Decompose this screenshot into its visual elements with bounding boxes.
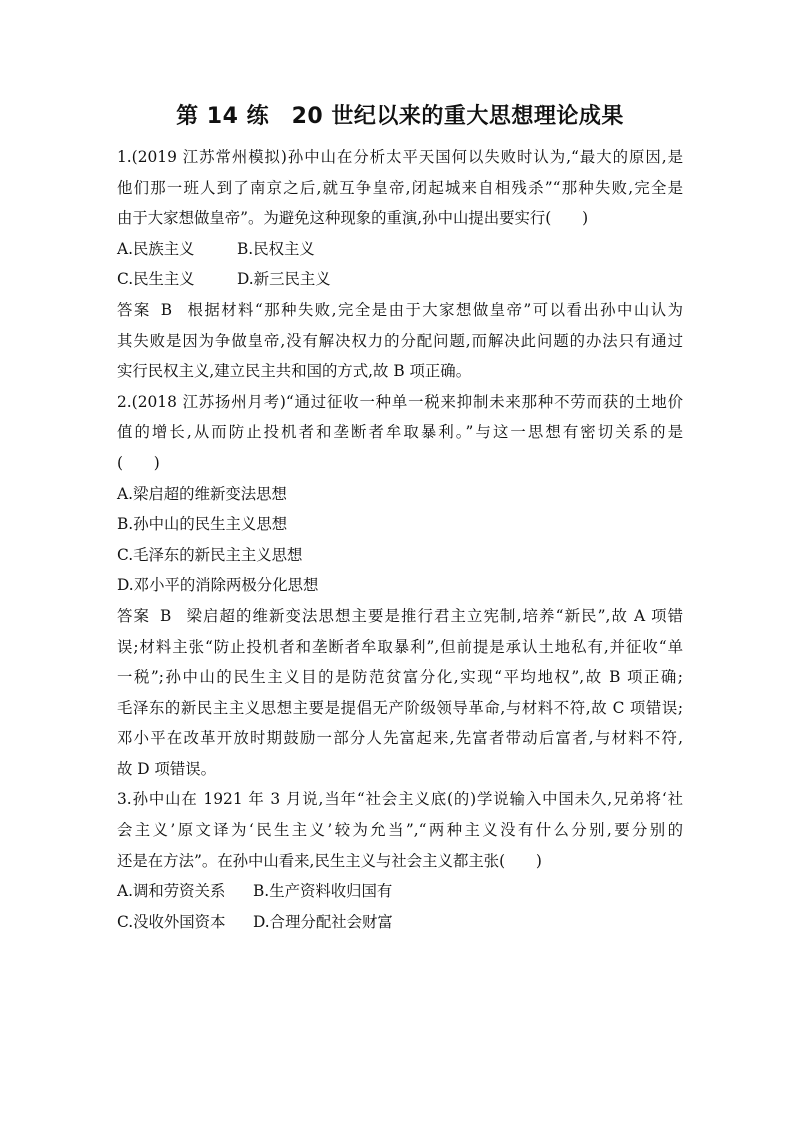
question-stem-line: 他们那一班人到了南京之后,就互争皇帝,闭起城来自相残杀”“那种失败,完全是: [117, 178, 683, 197]
question-stem-line: 3.孙中山在 1921 年 3 月说,当年“社会主义底(的)学说输入中国未久,兄弟将‘社: [117, 790, 683, 809]
question-stem-line: 由于大家想做皇帝”。为避免这种现象的重演,孙中山提出要实行( ): [117, 209, 589, 228]
explanation-text: 梁启超的维新变法思想主要是推行君主立宪制,培养“新民”,故 A 项错: [185, 606, 683, 625]
explanation-text: 根据材料“那种失败,完全是由于大家想做皇帝”可以看出孙中山认为: [186, 300, 683, 319]
option-c: C.毛泽东的新民主主义思想: [117, 545, 303, 564]
option-a: A.民族主义: [117, 239, 195, 258]
explanation-line: 实行民权主义,建立民主共和国的方式,故 B 项正确。: [117, 362, 472, 381]
option-a: A.梁启超的维新变法思想: [117, 484, 287, 503]
explanation-line: 其失败是因为争做皇帝,没有解决权力的分配问题,而解决此问题的办法只有通过: [117, 331, 683, 350]
option-a: A.调和劳资关系: [117, 882, 226, 901]
question-1: [117, 142, 683, 387]
answer-label: 答案: [117, 606, 151, 625]
question-stem-line: 2.(2018 江苏扬州月考)“通过征收一种单一税来抑制未来那种不劳而获的土地价: [117, 392, 683, 411]
option-row: [117, 907, 683, 938]
option-row: [117, 234, 683, 265]
page-title: 第 14 练 20 世纪以来的重大思想理论成果: [176, 104, 624, 129]
explanation-line: 邓小平在改革开放时期鼓励一部分人先富起来,先富者带动后富者,与材料不符,: [117, 729, 683, 748]
question-3: [117, 784, 683, 937]
answer-letter: B: [160, 300, 173, 319]
explanation-line: 误;材料主张“防止投机者和垄断者牟取暴利”,但前提是承认土地私有,并征收“单: [117, 637, 683, 656]
option-b: B.民权主义: [237, 239, 315, 258]
question-2: [117, 387, 683, 785]
answer-line: [117, 295, 683, 326]
question-stem-line: 值的增长,从而防止投机者和垄断者牟取暴利。”与这一思想有密切关系的是: [117, 423, 683, 442]
question-stem-line: 还是在方法”。在孙中山看来,民生主义与社会主义都主张( ): [117, 851, 542, 870]
answer-line: [117, 601, 683, 632]
explanation-line: 一税”;孙中山的民生主义目的是防范贫富分化,实现“平均地权”,故 B 项正确;: [117, 668, 683, 687]
option-row: [117, 264, 683, 295]
answer-label: 答案: [117, 300, 151, 319]
option-c: C.没收外国资本: [117, 912, 226, 931]
explanation-line: 故 D 项错误。: [117, 759, 217, 778]
option-b: B.孙中山的民生主义思想: [117, 515, 288, 534]
option-d: D.新三民主义: [237, 270, 331, 289]
question-stem-line: 会主义’原文译为‘民生主义’较为允当”,“两种主义没有什么分别,要分别的: [117, 821, 683, 840]
option-b: B.生产资料收归国有: [253, 882, 393, 901]
answer-letter: B: [160, 606, 172, 625]
document-body: [117, 142, 683, 937]
option-d: D.邓小平的消除两极分化思想: [117, 576, 319, 595]
explanation-line: 毛泽东的新民主主义思想主要是提倡无产阶级领导革命,与材料不符,故 C 项错误;: [117, 698, 683, 717]
option-c: C.民生主义: [117, 270, 195, 289]
question-stem-line: ( ): [117, 453, 160, 472]
option-row: [117, 876, 683, 907]
option-d: D.合理分配社会财富: [253, 912, 393, 931]
question-stem-line: 1.(2019 江苏常州模拟)孙中山在分析太平天国何以失败时认为,“最大的原因,是: [117, 148, 683, 166]
